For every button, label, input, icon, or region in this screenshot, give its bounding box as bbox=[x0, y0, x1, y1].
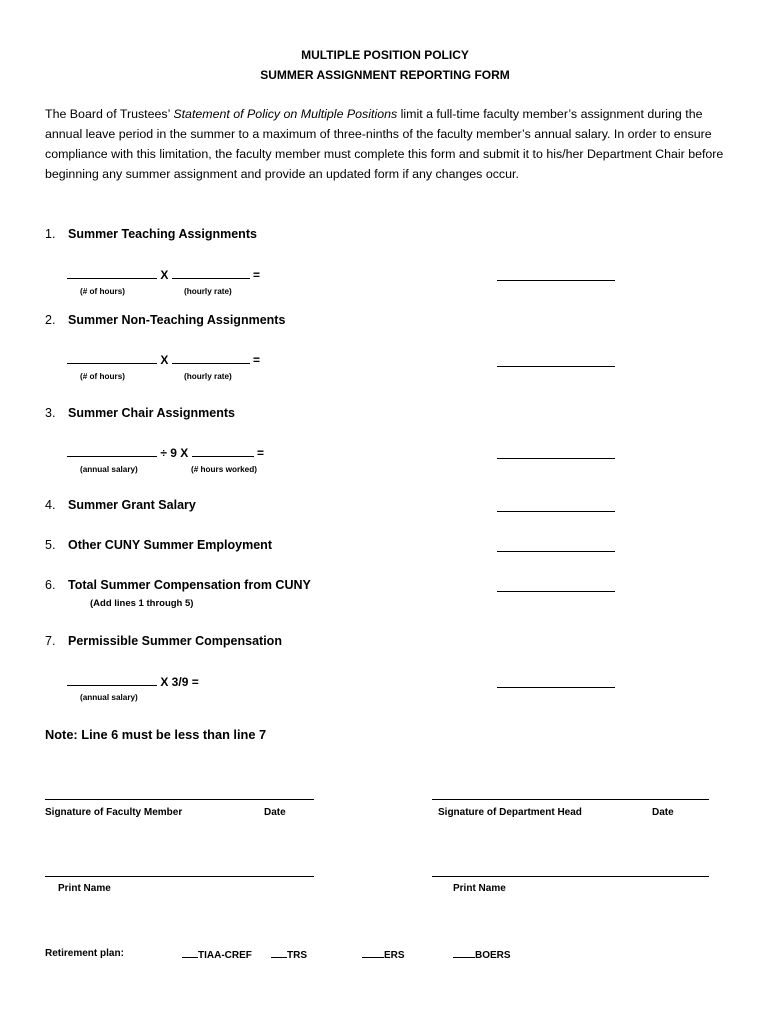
item-number: 5. bbox=[45, 538, 56, 552]
item-5-heading bbox=[45, 538, 272, 552]
item-label: Other CUNY Summer Employment bbox=[68, 538, 272, 552]
caption-rate: (hourly rate) bbox=[184, 287, 232, 296]
head-signature-label: Signature of Department Head bbox=[438, 807, 582, 818]
annual-salary-field[interactable] bbox=[67, 674, 157, 686]
item-label: Total Summer Compensation from CUNY bbox=[68, 578, 311, 592]
item-label: Summer Teaching Assignments bbox=[68, 227, 257, 241]
rate-field[interactable] bbox=[172, 352, 250, 364]
item-1-calc bbox=[67, 267, 260, 282]
intro-text-start: The Board of Trustees’ bbox=[45, 107, 174, 121]
retirement-option-boers[interactable]: BOERS bbox=[453, 948, 511, 961]
item-label: Permissible Summer Compensation bbox=[68, 634, 282, 648]
caption-rate: (hourly rate) bbox=[184, 372, 232, 381]
item-number: 6. bbox=[45, 578, 56, 592]
item-1-result-field[interactable] bbox=[497, 280, 615, 281]
item-2-heading bbox=[45, 313, 285, 327]
annual-salary-field[interactable] bbox=[67, 445, 157, 457]
hours-worked-field[interactable] bbox=[192, 445, 254, 457]
head-date-label: Date bbox=[652, 807, 674, 818]
faculty-signature-label: Signature of Faculty Member bbox=[45, 807, 183, 818]
operator: X bbox=[160, 268, 169, 282]
item-7-result-field[interactable] bbox=[497, 687, 615, 688]
item-3-result-field[interactable] bbox=[497, 458, 615, 459]
item-number: 1. bbox=[45, 227, 56, 241]
item-2-calc bbox=[67, 352, 260, 367]
equals: = bbox=[253, 353, 261, 367]
item-3-heading bbox=[45, 406, 235, 420]
retirement-option-trs[interactable]: TRS bbox=[271, 948, 307, 961]
item-6-result-field[interactable] bbox=[497, 591, 615, 592]
retirement-plan-label: Retirement plan: bbox=[45, 948, 124, 959]
policy-name: Statement of Policy on Multiple Positions bbox=[173, 107, 398, 121]
operator: ÷ 9 X bbox=[160, 446, 189, 460]
head-print-name-label: Print Name bbox=[453, 883, 506, 894]
faculty-print-name-label: Print Name bbox=[58, 883, 111, 894]
faculty-print-name-line[interactable] bbox=[45, 876, 314, 877]
operator: X 3/9 = bbox=[160, 675, 199, 689]
retirement-option-ers[interactable]: ERS bbox=[362, 948, 405, 961]
item-1-heading bbox=[45, 227, 257, 241]
equals: = bbox=[253, 268, 261, 282]
intro-text-rest: limit a full-time faculty member’s assignment during the annual leave period in the summer to a maximum of three-ninths of the faculty member’s annual salary. In order to ensure compliance with this limitation, the faculty member must complete this form and submit it to his/her Department Chair before beginning any summer assignment and provide an updated form if any changes occur. bbox=[45, 107, 724, 181]
item-4-heading bbox=[45, 498, 196, 512]
retirement-option-tiaa-cref[interactable]: TIAA-CREF bbox=[182, 948, 252, 961]
item-number: 3. bbox=[45, 406, 56, 420]
note-text: Note: Line 6 must be less than line 7 bbox=[45, 727, 267, 742]
item-7-calc bbox=[67, 674, 199, 689]
rate-field[interactable] bbox=[172, 267, 250, 279]
caption-hours-worked: (# hours worked) bbox=[191, 465, 257, 474]
item-label: Summer Non-Teaching Assignments bbox=[68, 313, 286, 327]
item-5-result-field[interactable] bbox=[497, 551, 615, 552]
equals: = bbox=[256, 446, 264, 460]
head-signature-line[interactable] bbox=[432, 799, 709, 800]
item-6-heading bbox=[45, 578, 311, 592]
form-subtitle: SUMMER ASSIGNMENT REPORTING FORM bbox=[260, 68, 510, 82]
faculty-signature-line[interactable] bbox=[45, 799, 314, 800]
caption-annual-salary: (annual salary) bbox=[80, 465, 138, 474]
item-label: Summer Chair Assignments bbox=[68, 406, 235, 420]
item-6-subcaption: (Add lines 1 through 5) bbox=[90, 598, 194, 609]
hours-field[interactable] bbox=[67, 352, 157, 364]
caption-hours: (# of hours) bbox=[80, 372, 126, 381]
head-print-name-line[interactable] bbox=[432, 876, 709, 877]
caption-hours: (# of hours) bbox=[80, 287, 126, 296]
item-4-result-field[interactable] bbox=[497, 511, 615, 512]
hours-field[interactable] bbox=[67, 267, 157, 279]
faculty-date-label: Date bbox=[264, 807, 286, 818]
item-number: 2. bbox=[45, 313, 56, 327]
item-2-result-field[interactable] bbox=[497, 366, 615, 367]
operator: X bbox=[160, 353, 169, 367]
item-number: 4. bbox=[45, 498, 56, 512]
intro-paragraph bbox=[45, 104, 735, 184]
item-7-heading bbox=[45, 634, 282, 648]
item-number: 7. bbox=[45, 634, 56, 648]
caption-annual-salary: (annual salary) bbox=[80, 693, 138, 702]
item-label: Summer Grant Salary bbox=[68, 498, 196, 512]
item-3-calc bbox=[67, 445, 264, 460]
form-title: MULTIPLE POSITION POLICY bbox=[301, 48, 469, 62]
